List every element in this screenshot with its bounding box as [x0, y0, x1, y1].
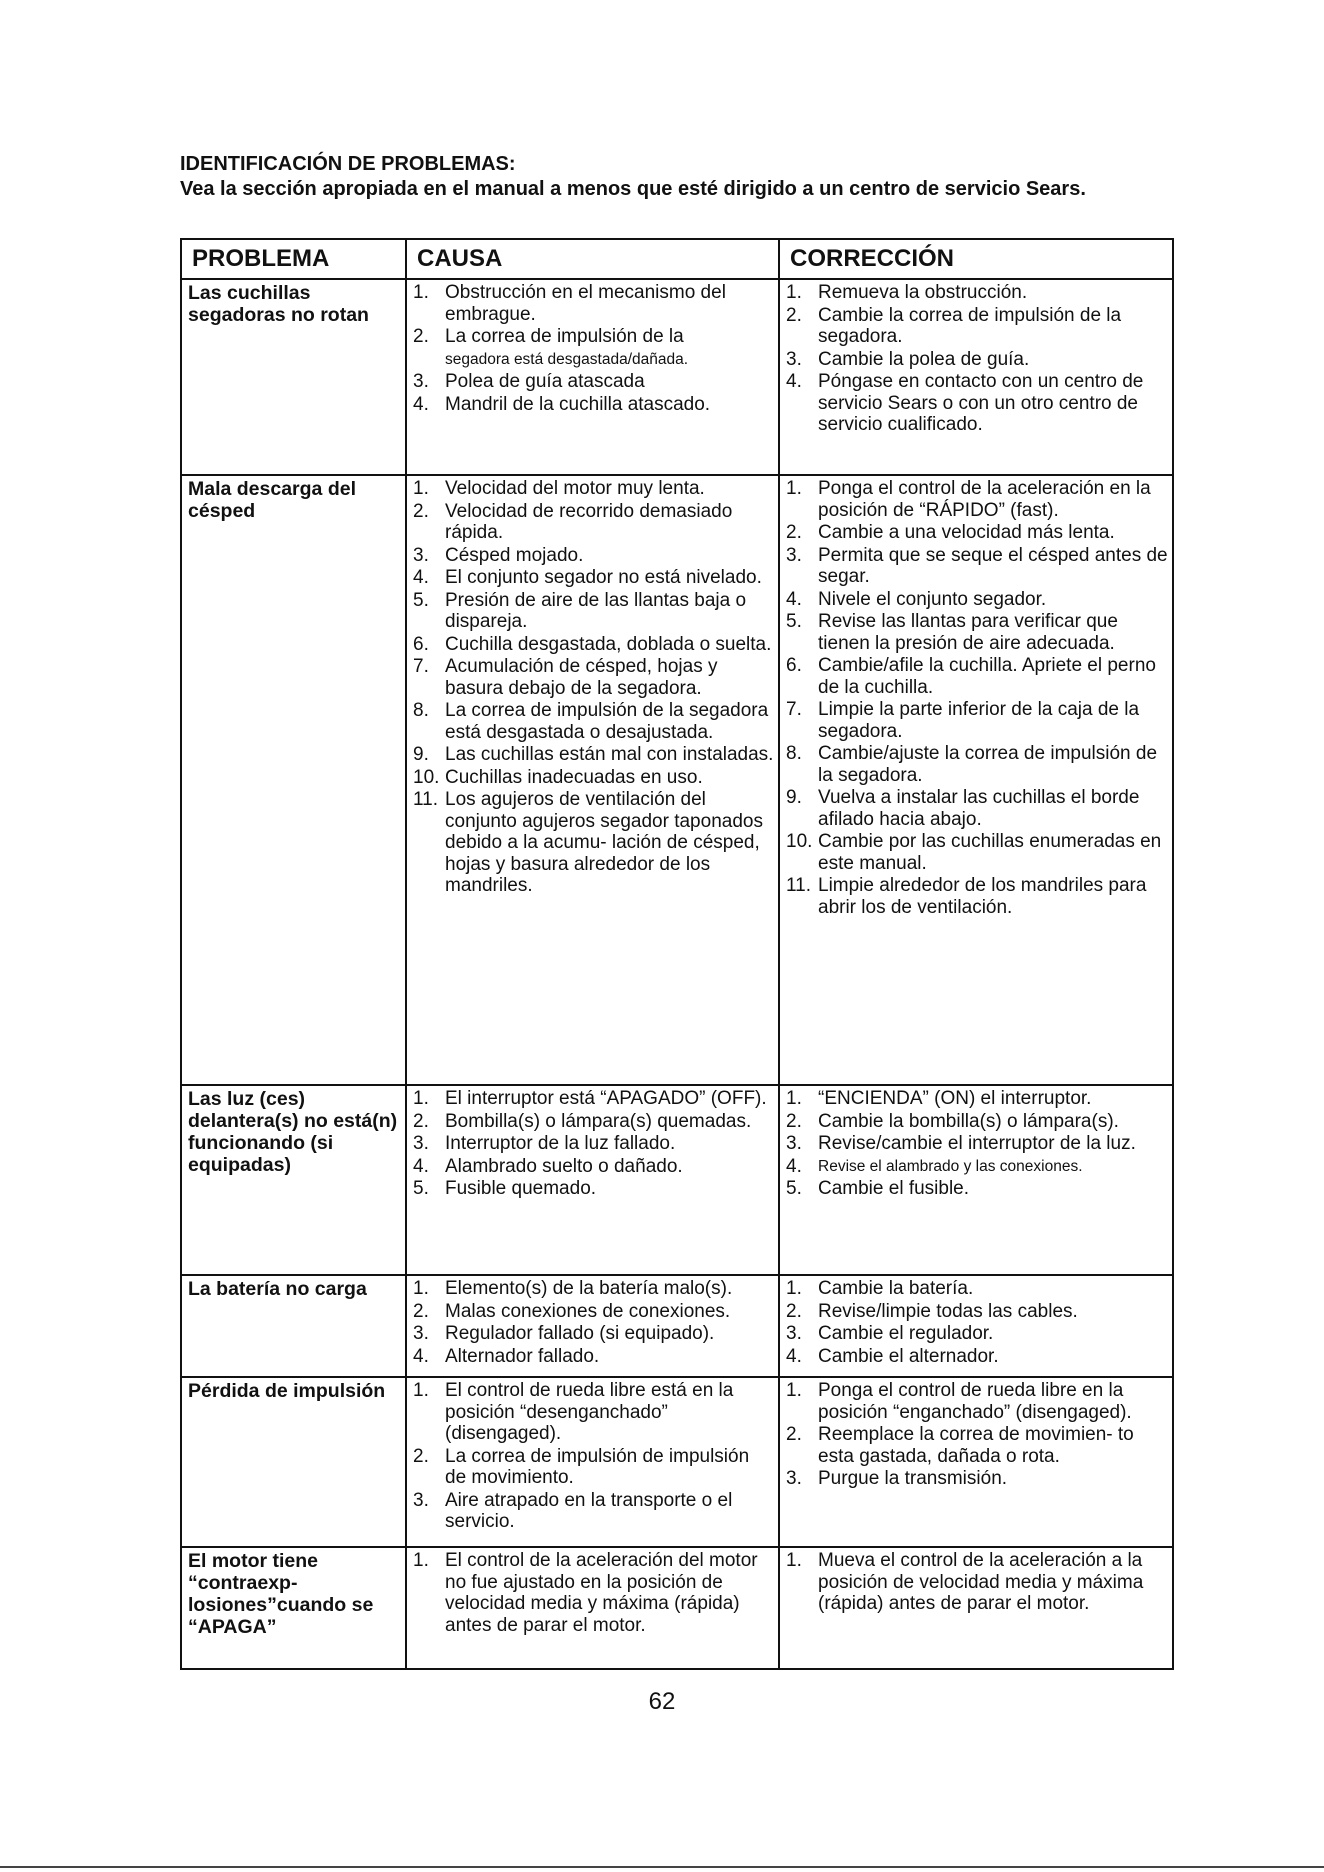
- list-item: [413, 656, 774, 700]
- list-item: [786, 1323, 1168, 1346]
- item-number: 2.: [413, 1300, 429, 1322]
- item-number: 4.: [413, 1155, 429, 1177]
- item-text: Revise las llantas para verificar que tienen la presión de aire adecuada.: [818, 611, 1118, 654]
- header-cause: CAUSA: [406, 239, 779, 279]
- list-item: [413, 789, 774, 898]
- item-number: 2.: [413, 500, 429, 522]
- item-number: 9.: [413, 744, 429, 765]
- page-number: 62: [648, 1688, 676, 1715]
- doc-header: [180, 152, 1140, 202]
- item-number: 5.: [786, 1178, 802, 1199]
- item-number: 6.: [786, 655, 802, 676]
- list-item: [413, 1111, 774, 1134]
- table-row: [181, 1085, 1173, 1275]
- list-item: [786, 611, 1168, 655]
- item-number: 3.: [786, 544, 802, 566]
- section-title: IDENTIFICACIÓN DE PROBLEMAS:: [180, 153, 516, 175]
- item-number: 1.: [786, 478, 802, 499]
- item-text: Cambie la bombilla(s) o lámpara(s).: [818, 1110, 1119, 1132]
- list-item: [413, 1133, 774, 1156]
- item-text: “ENCIENDA” (ON) el interruptor.: [818, 1088, 1092, 1109]
- item-text: Revise el alambrado y las conexiones.: [818, 1157, 1083, 1175]
- item-number: 2.: [786, 304, 802, 326]
- item-number: 3.: [413, 1489, 429, 1511]
- item-number: 3.: [786, 1323, 802, 1344]
- item-number: 3.: [413, 1133, 429, 1154]
- list-item: [786, 305, 1168, 349]
- item-number: 1.: [413, 1088, 429, 1109]
- item-text: Cambie la polea de guía.: [818, 348, 1030, 370]
- list-item: [786, 699, 1168, 743]
- item-number: 7.: [413, 656, 429, 677]
- list-item: [413, 501, 774, 545]
- item-number: 9.: [786, 787, 802, 808]
- item-text: Limpie la parte inferior de la caja de la segadora.: [818, 699, 1140, 742]
- item-number: 3.: [413, 544, 429, 566]
- cause-cell: [406, 475, 779, 1085]
- problem-cell: Mala descarga del césped: [181, 475, 406, 1085]
- item-text: Cuchillas inadecuadas en uso.: [445, 766, 703, 788]
- item-text: Obstrucción en el mecanismo del embrague.: [445, 282, 726, 325]
- item-number: 1.: [413, 282, 429, 303]
- item-number: 4.: [413, 1345, 429, 1367]
- item-number: 1.: [413, 1550, 429, 1571]
- list-item: [786, 1088, 1168, 1111]
- item-number: 2.: [786, 1424, 802, 1445]
- header-correction: CORRECCIÓN: [779, 239, 1173, 279]
- table-row: [181, 1275, 1173, 1377]
- list-item: [413, 1550, 774, 1637]
- item-number: 11.: [786, 875, 812, 896]
- list-item: [786, 1133, 1168, 1156]
- item-text: Bombilla(s) o lámpara(s) quemadas.: [445, 1110, 752, 1132]
- list-item: [786, 589, 1168, 612]
- correction-cell: [779, 1085, 1173, 1275]
- item-number: 8.: [413, 700, 429, 721]
- list-item: [786, 1380, 1168, 1424]
- item-number: 2.: [786, 1110, 802, 1132]
- item-number: 10.: [786, 831, 813, 852]
- correction-list: [780, 1380, 1172, 1491]
- table-row: [181, 279, 1173, 475]
- item-text: Remueva la obstrucción.: [818, 282, 1028, 303]
- item-text: Polea de guía atascada: [445, 371, 645, 392]
- list-item: [413, 545, 774, 568]
- item-text: Ponga el control de la aceleración en la posición de “RÁPIDO” (fast).: [818, 478, 1151, 521]
- item-number: 1.: [413, 478, 429, 499]
- scan-edge-line: [0, 1866, 1324, 1868]
- item-text: Alternador fallado.: [445, 1345, 600, 1367]
- item-text: Revise/limpie todas las cables.: [818, 1300, 1078, 1322]
- list-item: [786, 1346, 1168, 1369]
- item-number: 1.: [786, 1550, 802, 1571]
- item-number: 1.: [786, 1088, 802, 1109]
- table-row: [181, 1377, 1173, 1547]
- list-item: [786, 1550, 1168, 1616]
- item-number: 3.: [413, 371, 429, 392]
- item-text: El control de rueda libre está en la posición “desenganchado” (disengaged).: [445, 1380, 734, 1444]
- list-item: [413, 326, 774, 349]
- list-item: [413, 767, 774, 790]
- list-item: [786, 655, 1168, 699]
- item-text: Cuchilla desgastada, doblada o suelta.: [445, 633, 772, 655]
- cause-cell: [406, 1377, 779, 1547]
- problem-cell: Pérdida de impulsión: [181, 1377, 406, 1547]
- list-item: [413, 1490, 774, 1534]
- table-row: [181, 1547, 1173, 1669]
- item-number: 3.: [786, 348, 802, 370]
- list-item: [786, 349, 1168, 372]
- list-item: [786, 1156, 1168, 1179]
- correction-list: [780, 1088, 1172, 1201]
- list-item: [413, 371, 774, 394]
- cause-list: [407, 282, 778, 416]
- correction-cell: [779, 1275, 1173, 1377]
- item-number: 2.: [786, 522, 802, 543]
- item-number: 1.: [786, 282, 802, 303]
- correction-cell: [779, 279, 1173, 475]
- item-number: 5.: [786, 611, 802, 632]
- troubleshooting-table: [180, 238, 1174, 1670]
- item-text: Cambie a una velocidad más lenta.: [818, 522, 1115, 543]
- item-number: 4.: [786, 371, 802, 392]
- item-number: 2.: [786, 1300, 802, 1322]
- list-item: [413, 1301, 774, 1324]
- item-text: Cambie/ajuste la correa de impulsión de la segadora.: [818, 743, 1158, 786]
- list-item: [413, 1088, 774, 1111]
- item-number: 1.: [413, 1380, 429, 1401]
- item-text: Reemplace la correa de movimien- to esta gastada, dañada o rota.: [818, 1424, 1134, 1467]
- item-number: 2.: [413, 1110, 429, 1132]
- cause-list: [407, 1088, 778, 1201]
- item-number: 4.: [786, 1155, 802, 1177]
- list-item: [786, 1424, 1168, 1468]
- list-item: [413, 1156, 774, 1179]
- list-item: [413, 349, 774, 372]
- item-text: Regulador fallado (si equipado).: [445, 1323, 715, 1344]
- item-text: El control de la aceleración del motor no fue ajustado en la posición de velocidad media y máxima (rápida) antes de parar el motor.: [445, 1550, 758, 1636]
- list-item: [786, 522, 1168, 545]
- list-item: [413, 394, 774, 417]
- cause-cell: [406, 1085, 779, 1275]
- correction-list: [780, 1550, 1172, 1616]
- item-text: Vuelva a instalar las cuchillas el borde afilado hacia abajo.: [818, 787, 1140, 830]
- correction-cell: [779, 475, 1173, 1085]
- table-header-row: [181, 239, 1173, 279]
- item-text: Revise/cambie el interruptor de la luz.: [818, 1133, 1136, 1154]
- problem-cell: La batería no carga: [181, 1275, 406, 1377]
- list-item: [786, 1301, 1168, 1324]
- item-number: 5.: [413, 1178, 429, 1199]
- cause-cell: [406, 1275, 779, 1377]
- item-text: segadora está desgastada/dañada.: [445, 350, 689, 368]
- item-text: Aire atrapado en la transporte o el servicio.: [445, 1489, 733, 1532]
- section-subtitle: Vea la sección apropiada en el manual a menos que esté dirigido a un centro de servicio Sears.: [180, 178, 1086, 200]
- list-item: [786, 371, 1168, 437]
- item-number: 4.: [413, 567, 429, 588]
- item-text: Nivele el conjunto segador.: [818, 588, 1047, 610]
- list-item: [413, 567, 774, 590]
- list-item: [413, 478, 774, 501]
- item-text: Cambie/afile la cuchilla. Apriete el perno de la cuchilla.: [818, 655, 1156, 698]
- item-number: 3.: [786, 1133, 802, 1154]
- item-text: Presión de aire de las llantas baja o dispareja.: [445, 589, 747, 632]
- item-text: Alambrado suelto o dañado.: [445, 1155, 683, 1177]
- item-number: 1.: [786, 1380, 802, 1401]
- table-row: [181, 475, 1173, 1085]
- list-item: [786, 831, 1168, 875]
- item-text: Cambie la correa de impulsión de la segadora.: [818, 304, 1122, 347]
- list-item: [413, 1346, 774, 1369]
- correction-list: [780, 1278, 1172, 1368]
- item-text: Mandril de la cuchilla atascado.: [445, 393, 711, 415]
- table-body: [181, 279, 1173, 1669]
- item-text: Malas conexiones de conexiones.: [445, 1300, 731, 1322]
- item-number: 4.: [786, 588, 802, 610]
- list-item: [413, 590, 774, 634]
- cause-cell: [406, 279, 779, 475]
- item-text: Cambie el fusible.: [818, 1178, 970, 1199]
- item-text: El interruptor está “APAGADO” (OFF).: [445, 1088, 767, 1109]
- item-text: Interruptor de la luz fallado.: [445, 1133, 676, 1154]
- list-item: [786, 478, 1168, 522]
- item-text: Limpie alrededor de los mandriles para abrir los de ventilación.: [818, 875, 1147, 918]
- item-number: 1.: [786, 1278, 802, 1299]
- list-item: [413, 1278, 774, 1301]
- list-item: [413, 282, 774, 326]
- item-text: Permita que se seque el césped antes de segar.: [818, 544, 1168, 587]
- list-item: [786, 787, 1168, 831]
- item-number: 7.: [786, 699, 802, 720]
- item-text: Velocidad del motor muy lenta.: [445, 478, 705, 499]
- list-item: [786, 282, 1168, 305]
- correction-cell: [779, 1377, 1173, 1547]
- item-number: 11.: [413, 789, 439, 810]
- item-text: Mueva el control de la aceleración a la posición de velocidad media y máxima (rápida) antes de parar el motor.: [818, 1550, 1144, 1614]
- list-item: [413, 1446, 774, 1490]
- list-item: [413, 744, 774, 767]
- item-text: Ponga el control de rueda libre en la posición “enganchado” (disengaged).: [818, 1380, 1132, 1423]
- cause-list: [407, 478, 778, 898]
- item-text: Césped mojado.: [445, 544, 584, 566]
- problem-cell: Las luz (ces) delantera(s) no está(n) funcionando (si equipadas): [181, 1085, 406, 1275]
- list-item: [413, 1380, 774, 1446]
- list-item: [413, 1178, 774, 1201]
- item-number: 2.: [413, 1445, 429, 1467]
- item-text: La correa de impulsión de la segadora está desgastada o desajustada.: [445, 700, 769, 743]
- item-number: 4.: [786, 1345, 802, 1367]
- problem-cell: Las cuchillas segadoras no rotan: [181, 279, 406, 475]
- item-number: 1.: [413, 1278, 429, 1299]
- item-text: Fusible quemado.: [445, 1178, 597, 1199]
- item-text: Cambie la batería.: [818, 1278, 974, 1299]
- correction-list: [780, 478, 1172, 919]
- list-item: [413, 700, 774, 744]
- problem-cell: El motor tiene “contraexp- losiones”cuando se “APAGA”: [181, 1547, 406, 1669]
- list-item: [413, 634, 774, 657]
- item-text: Los agujeros de ventilación del conjunto agujeros segador taponados debido a la acumu- lación de césped, hojas y basura alrededor de los mandriles.: [445, 789, 763, 896]
- list-item: [786, 1468, 1168, 1491]
- list-item: [786, 1278, 1168, 1301]
- item-text: Purgue la transmisión.: [818, 1468, 1008, 1489]
- item-number: 10.: [413, 766, 440, 788]
- item-number: 5.: [413, 589, 429, 611]
- item-text: Cambie el regulador.: [818, 1323, 994, 1344]
- cause-list: [407, 1278, 778, 1368]
- item-number: 6.: [413, 633, 429, 655]
- item-number: [413, 349, 445, 371]
- item-text: Elemento(s) de la batería malo(s).: [445, 1278, 733, 1299]
- item-text: La correa de impulsión de la: [445, 326, 684, 347]
- list-item: [786, 545, 1168, 589]
- item-text: Cambie el alternador.: [818, 1345, 999, 1367]
- correction-cell: [779, 1547, 1173, 1669]
- item-number: 2.: [413, 326, 429, 347]
- item-text: Cambie por las cuchillas enumeradas en este manual.: [818, 831, 1162, 874]
- list-item: [786, 1178, 1168, 1201]
- item-number: 3.: [413, 1323, 429, 1344]
- cause-list: [407, 1380, 778, 1534]
- cause-cell: [406, 1547, 779, 1669]
- list-item: [413, 1323, 774, 1346]
- item-text: El conjunto segador no está nivelado.: [445, 567, 762, 588]
- item-text: Velocidad de recorrido demasiado rápida.: [445, 500, 733, 543]
- header-problem: PROBLEMA: [181, 239, 406, 279]
- list-item: [786, 1111, 1168, 1134]
- list-item: [786, 875, 1168, 919]
- item-number: 4.: [413, 393, 429, 415]
- item-text: Las cuchillas están mal con instaladas.: [445, 744, 774, 765]
- item-number: 8.: [786, 743, 802, 764]
- item-text: La correa de impulsión de impulsión de movimiento.: [445, 1445, 750, 1488]
- item-text: Acumulación de césped, hojas y basura debajo de la segadora.: [445, 656, 718, 699]
- item-text: Póngase en contacto con un centro de servicio Sears o con un otro centro de servicio cualificado.: [818, 371, 1144, 435]
- item-number: 3.: [786, 1468, 802, 1489]
- correction-list: [780, 282, 1172, 437]
- cause-list: [407, 1550, 778, 1637]
- list-item: [786, 743, 1168, 787]
